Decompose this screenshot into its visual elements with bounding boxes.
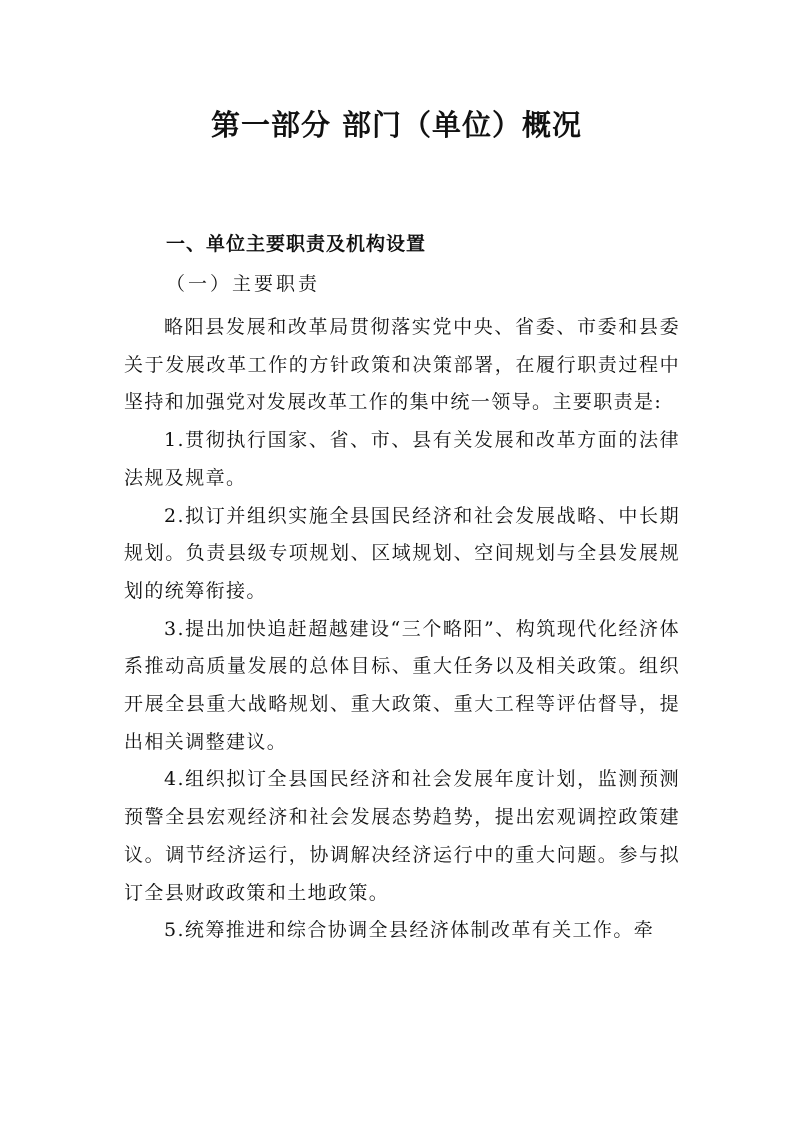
page-title: 第一部分 部门（单位）概况 bbox=[210, 108, 583, 142]
paragraph-item-3: 3.提出加快追赶超越建设“三个略阳”、构筑现代化经济体系推动高质量发展的总体目标、重大任务以及相关政策。组织开展全县重大战略规划、重大政策、重大工程等评估督导，提出相关调整建议。 bbox=[124, 617, 680, 753]
paragraph-intro: 略阳县发展和改革局贯彻落实党中央、省委、市委和县委关于发展改革工作的方针政策和决策部署，在履行职责过程中坚持和加强党对发展改革工作的集中统一领导。主要职责是: bbox=[124, 316, 680, 414]
paragraph-item-4: 4.组织拟订全县国民经济和社会发展年度计划，监测预测预警全县宏观经济和社会发展态势趋势，提出宏观调控政策建议。调节经济运行，协调解决经济运行中的重大问题。参与拟订全县财政政策和土地政策。 bbox=[124, 768, 680, 904]
body-text bbox=[124, 309, 680, 950]
paragraph-item-5: 5.统筹推进和综合协调全县经济体制改革有关工作。牵 bbox=[164, 919, 655, 942]
paragraph-item-2: 2.拟订并组织实施全县国民经济和社会发展战略、中长期规划。负责县级专项规划、区域规划、空间规划与全县发展规划的统筹衔接。 bbox=[124, 504, 680, 602]
section-heading: 一、单位主要职责及机构设置 bbox=[166, 233, 427, 255]
subsection-heading: （一）主要职责 bbox=[166, 273, 321, 295]
paragraph-item-1: 1.贯彻执行国家、省、市、县有关发展和改革方面的法律法规及规章。 bbox=[124, 429, 680, 489]
